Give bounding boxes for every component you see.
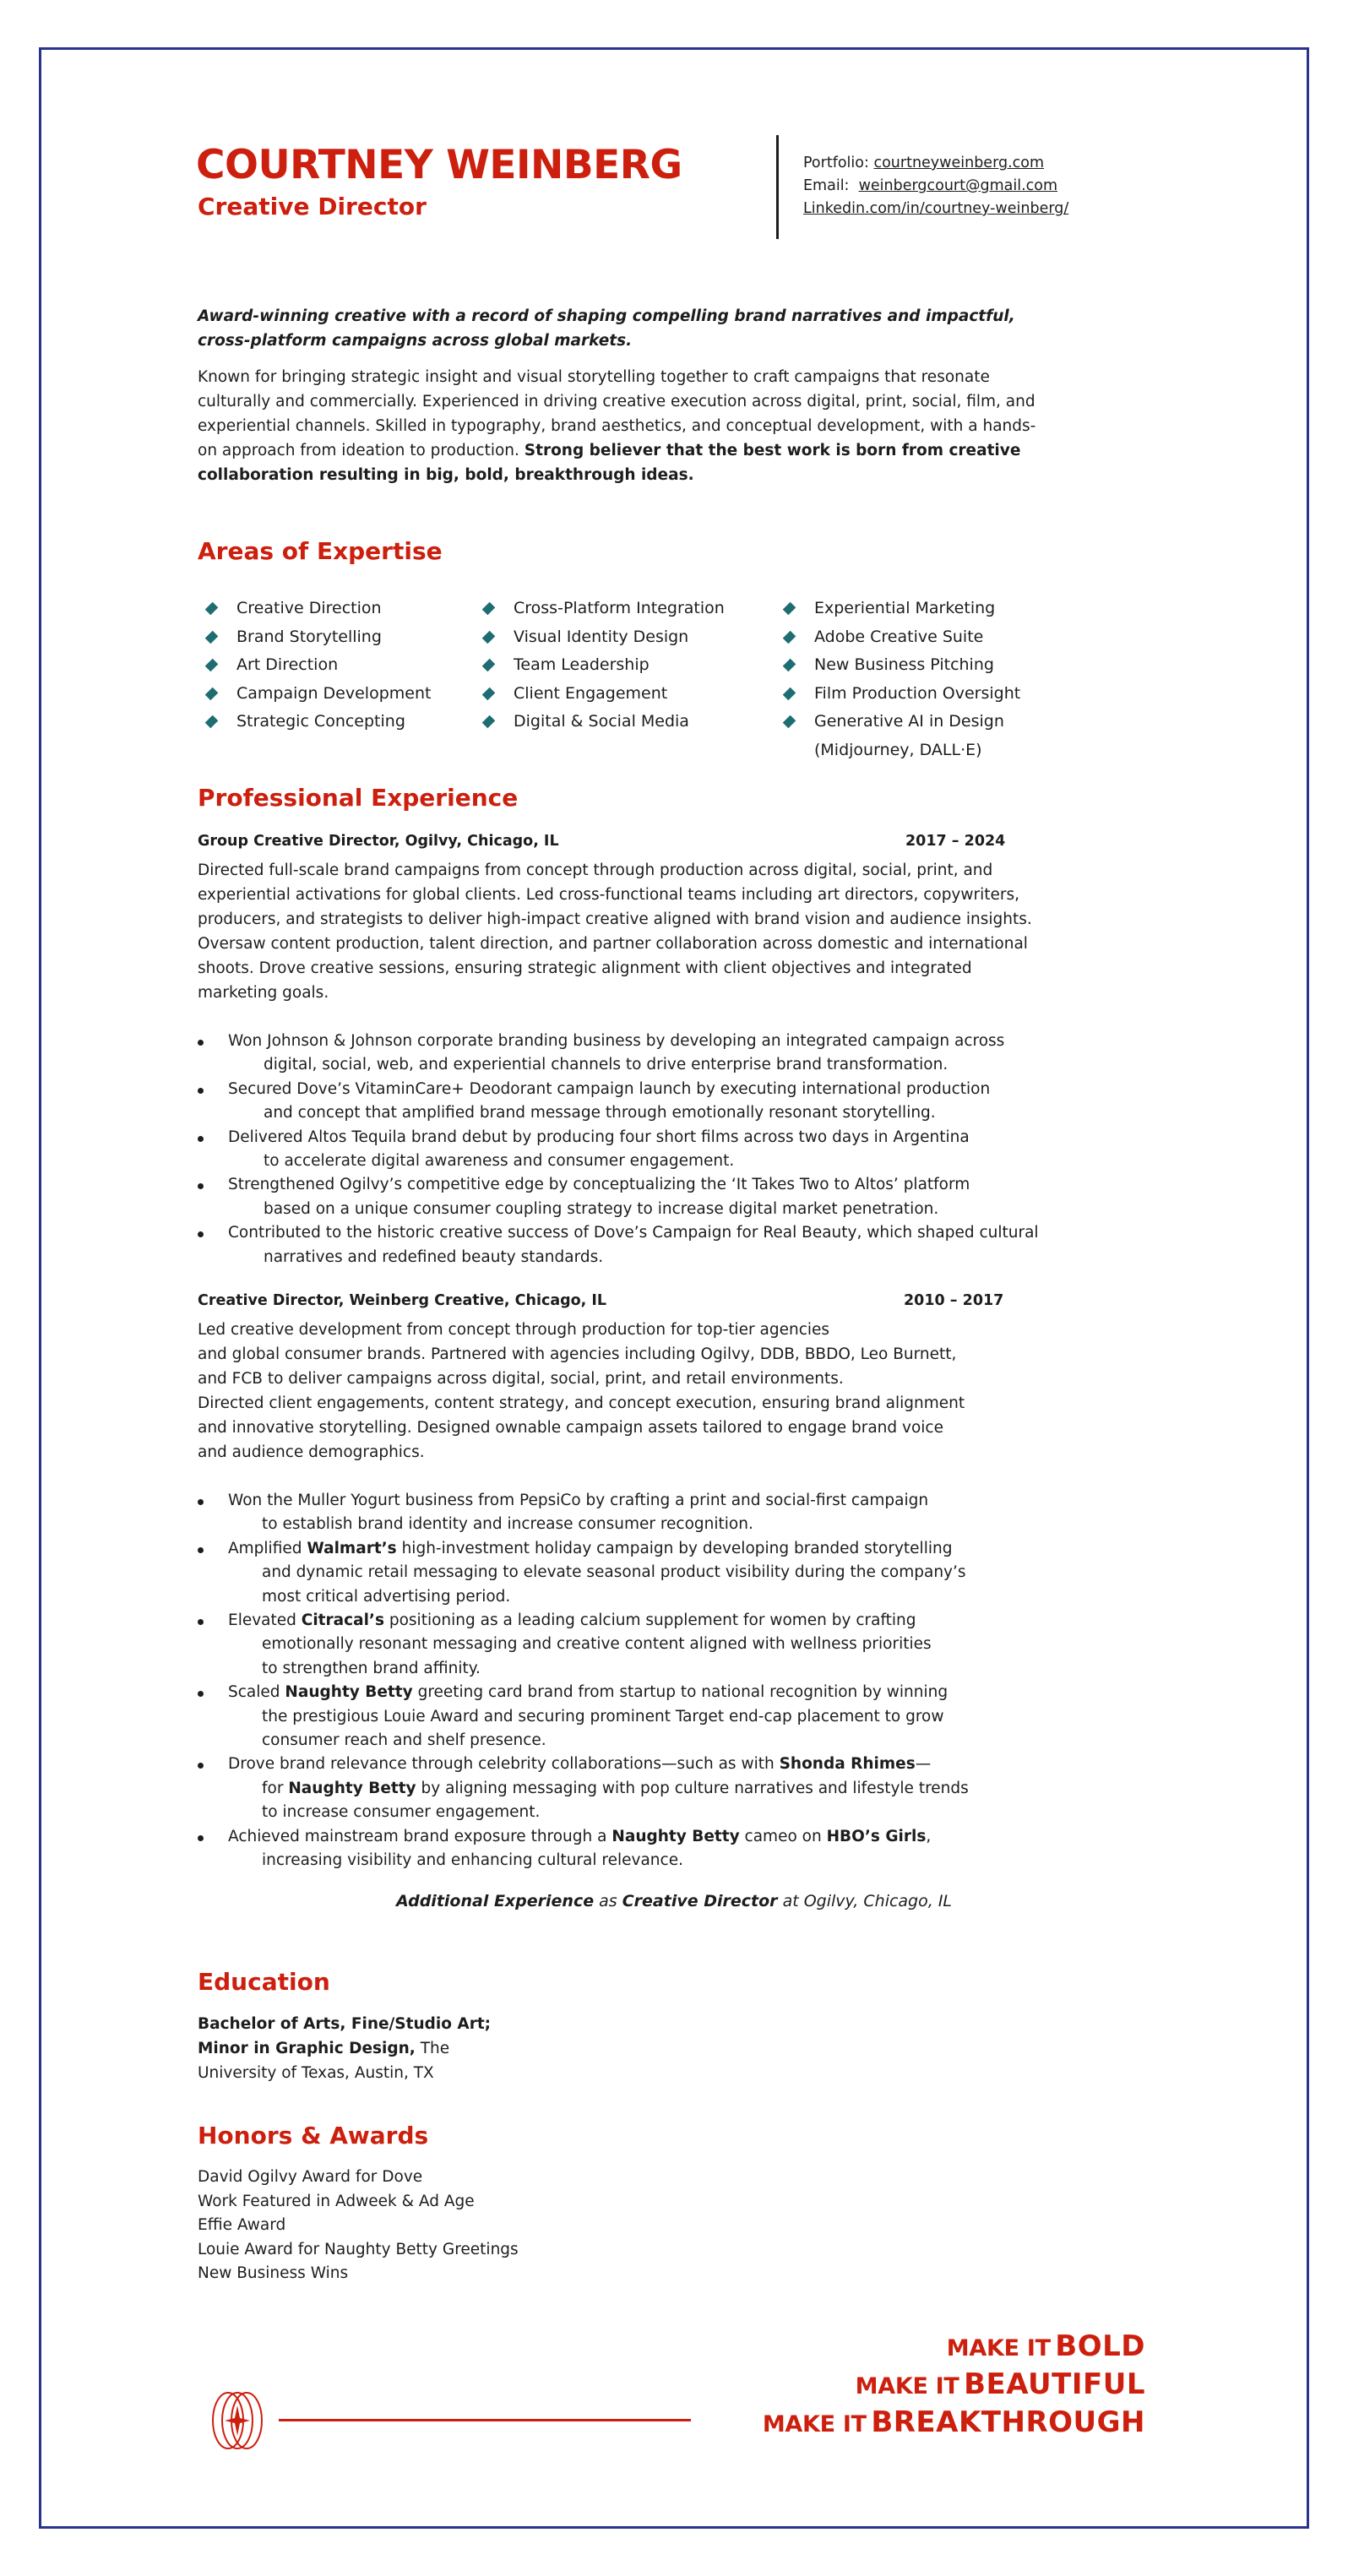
job-achievements: [198, 1489, 1084, 1873]
diamond-icon: [205, 659, 219, 672]
job-ogilvy: [198, 833, 1084, 1269]
diamond-icon: [205, 715, 219, 729]
diamond-icon: [482, 687, 496, 700]
footer-rule: [279, 2419, 691, 2421]
diamond-icon: [783, 602, 796, 616]
list-item: Delivered Altos Tequila brand debut by producing four short films across two days in Argentina to accelerate digital awareness and consumer engagement.: [198, 1126, 1084, 1174]
summary-text: Known for bringing strategic insight and visual storytelling together to craft campaigns that resonate culturally and commercially. Experienced in driving creative execution across digital, print, social, film, and experiential channels. Skilled in typography, brand aesthetics, and conceptual development, with a hands-on approach from ideation to production.: [198, 368, 1036, 459]
portfolio-label: Portfolio:: [803, 155, 869, 171]
job-achievements: [198, 1030, 1084, 1269]
education-details: Bachelor of Arts, Fine/Studio Art; Minor in Graphic Design, The University of Texas, Austin, TX: [198, 2015, 492, 2082]
diamond-icon: [482, 715, 496, 729]
slogan-line-1: MAKE IT BOLD: [946, 2329, 1145, 2363]
job-description: Directed full-scale brand campaigns from concept through production across digital, social, print, and experiential activations for global clients. Led cross-functional teams including art directors, copywriters, producers, and strategists to deliver high-impact creative aligned with brand vision and audience insights. Oversaw content production, talent direction, and partner collaboration across domestic and international shoots. Drove creative sessions, ensuring strategic alignment with client objectives and integrated marketing goals.: [198, 861, 1032, 1002]
expertise-item: Film Production Oversight: [775, 680, 1020, 709]
honors-heading: Honors & Awards: [198, 2122, 429, 2149]
expertise-item: New Business Pitching: [775, 651, 1020, 680]
linkedin-link[interactable]: Linkedin.com/in/courtney-weinberg/: [803, 200, 1069, 217]
summary-tagline: Award-winning creative with a record of shaping compelling brand narratives and impactful, cross-platform campaigns across global markets.: [198, 307, 1015, 350]
job-header: [198, 1292, 1084, 1318]
list-item: Achieved mainstream brand exposure through a Naughty Betty cameo on HBO’s Girls, increasing visibility and enhancing cultural relevance.: [198, 1825, 1084, 1873]
list-item: David Ogilvy Award for Dove: [198, 2168, 423, 2186]
email-link[interactable]: weinbergcourt@gmail.com: [858, 177, 1058, 194]
job-description: Led creative development from concept through production for top-tier agencies and global consumer brands. Partnered with agencies including Ogilvy, DDB, BBDO, Leo Burnett, and FCB to deliver campaigns across digital, social, print, and retail environments. Directed client engagements, content strategy, and concept execution, ensuring brand alignment and innovative storytelling. Designed ownable campaign assets tailored to engage brand voice and audience demographics.: [198, 1321, 965, 1461]
list-item: Amplified Walmart’s high-investment holiday campaign by developing branded storytelling and dynamic retail messaging to elevate seasonal product visibility during the company’s most critical advertising period.: [198, 1537, 1084, 1609]
email-label: Email:: [803, 177, 850, 194]
diamond-icon: [783, 715, 796, 729]
job-title: Group Creative Director, Ogilvy, Chicago, IL: [198, 833, 559, 850]
diamond-icon: [482, 630, 496, 644]
list-item: Secured Dove’s VitaminCare+ Deodorant campaign launch by executing international production and concept that amplified brand message through emotionally resonant storytelling.: [198, 1078, 1084, 1126]
list-item: Won Johnson & Johnson corporate branding business by developing an integrated campaign across digital, social, web, and experiential channels to drive enterprise brand transformation.: [198, 1030, 1084, 1078]
diamond-icon: [482, 659, 496, 672]
list-item: Work Featured in Adweek & Ad Age: [198, 2192, 475, 2210]
list-item: Elevated Citracal’s positioning as a leading calcium supplement for women by crafting emotionally resonant messaging and creative content aligned with wellness priorities to strengthen brand affinity.: [198, 1609, 1084, 1681]
expertise-column-3: [775, 595, 1020, 764]
list-item: New Business Wins: [198, 2264, 349, 2282]
expertise-item: Brand Storytelling: [198, 623, 431, 652]
expertise-item: Campaign Development: [198, 680, 431, 709]
expertise-item: Art Direction: [198, 651, 431, 680]
expertise-heading: Areas of Expertise: [198, 537, 443, 565]
experience-heading: Professional Experience: [198, 784, 519, 812]
diamond-icon: [783, 659, 796, 672]
list-item: Scaled Naughty Betty greeting card brand from startup to national recognition by winning the prestigious Louie Award and securing prominent Target end-cap placement to grow consumer reach and shelf presence.: [198, 1681, 1084, 1753]
diamond-icon: [205, 630, 219, 644]
slogan-line-3: MAKE IT BREAKTHROUGH: [762, 2405, 1145, 2439]
job-years: 2010 – 2017: [904, 1292, 1004, 1309]
list-item: Louie Award for Naughty Betty Greetings: [198, 2240, 519, 2258]
job-title: Creative Director, Weinberg Creative, Chicago, IL: [198, 1292, 607, 1309]
expertise-item: Team Leadership: [475, 651, 725, 680]
summary-body: [198, 365, 1042, 487]
slogan-line-2: MAKE IT BEAUTIFUL: [855, 2367, 1145, 2401]
expertise-item-continued: (Midjourney, DALL·E): [814, 740, 982, 759]
expertise-item: Generative AI in Design: [775, 708, 1020, 736]
additional-experience: Additional Experience as Creative Director at Ogilvy, Chicago, IL: [395, 1892, 953, 1910]
expertise-item: Adobe Creative Suite: [775, 623, 1020, 652]
portfolio-link[interactable]: courtneyweinberg.com: [873, 155, 1045, 171]
diamond-icon: [783, 687, 796, 700]
job-header: [198, 833, 1084, 858]
contact-block: [803, 152, 1068, 220]
list-item: Drove brand relevance through celebrity collaborations—such as with Shonda Rhimes— for Naughty Betty by aligning messaging with pop culture narratives and lifestyle trends to increase consumer engagement.: [198, 1753, 1084, 1824]
job-years: 2017 – 2024: [905, 833, 1006, 850]
expertise-item: Strategic Concepting: [198, 708, 431, 736]
header-divider: [776, 135, 779, 239]
list-item: Won the Muller Yogurt business from PepsiCo by crafting a print and social-first campaign to establish brand identity and increase consumer recognition.: [198, 1489, 1084, 1537]
candidate-name: COURTNEY WEINBERG: [196, 142, 682, 188]
expertise-item: Experiential Marketing: [775, 595, 1020, 623]
logo-mark-icon: [206, 2390, 269, 2451]
expertise-item: Creative Direction: [198, 595, 431, 623]
expertise-item: Cross-Platform Integration: [475, 595, 725, 623]
list-item: Contributed to the historic creative success of Dove’s Campaign for Real Beauty, which shaped cultural narratives and redefined beauty standards.: [198, 1221, 1084, 1269]
summary-emphasis: Strong believer that the best work is born from creative collaboration resulting in big, bold, breakthrough ideas.: [198, 442, 1021, 484]
list-item: Effie Award: [198, 2216, 286, 2234]
list-item: Strengthened Ogilvy’s competitive edge by conceptualizing the ‘It Takes Two to Altos’ platform based on a unique consumer coupling strategy to increase digital market penetration.: [198, 1173, 1084, 1221]
expertise-column-2: [475, 595, 725, 736]
diamond-icon: [482, 602, 496, 616]
diamond-icon: [205, 687, 219, 700]
expertise-item: Digital & Social Media: [475, 708, 725, 736]
diamond-icon: [205, 602, 219, 616]
expertise-item: Visual Identity Design: [475, 623, 725, 652]
diamond-icon: [783, 630, 796, 644]
candidate-title: Creative Director: [198, 193, 427, 220]
honors-list: [198, 2166, 519, 2286]
expertise-item: Client Engagement: [475, 680, 725, 709]
job-weinberg-creative: [198, 1292, 1084, 1873]
expertise-column-1: [198, 595, 431, 736]
education-heading: Education: [198, 1968, 330, 1996]
